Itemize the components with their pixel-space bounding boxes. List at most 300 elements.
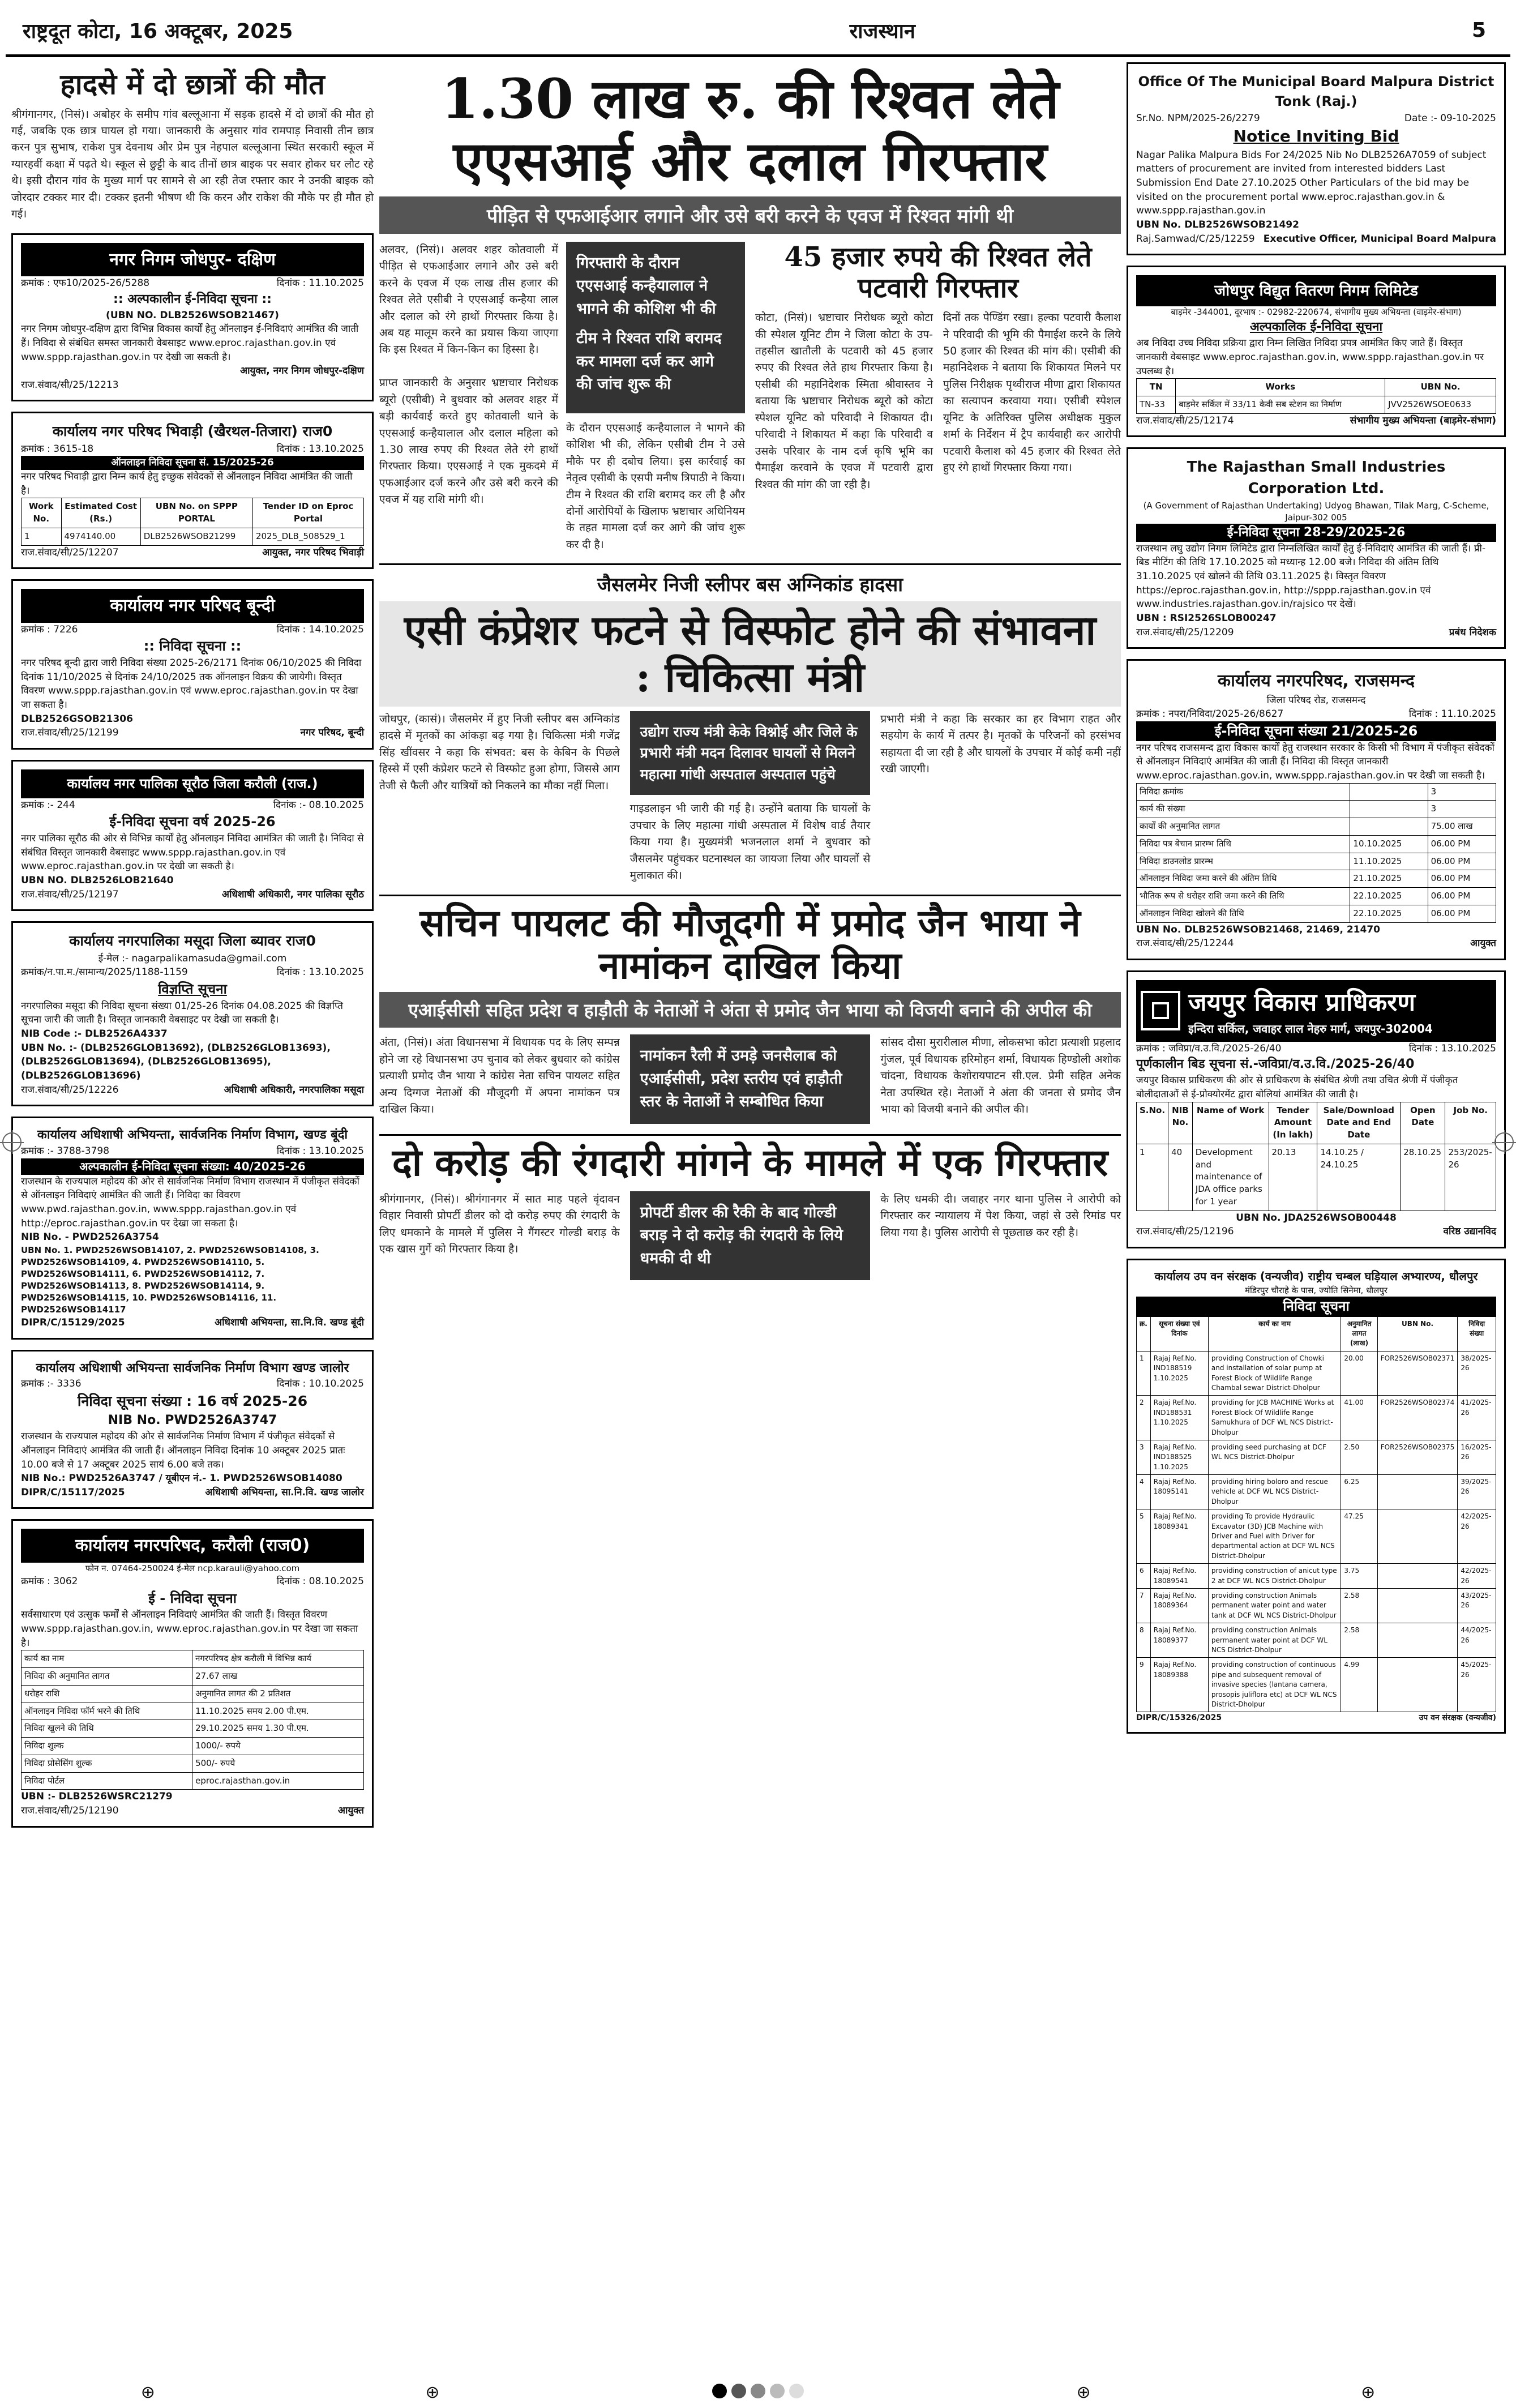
ubn: UBN NO. DLB2526LOB21640 [21,875,174,887]
cell: 11.10.2025 [1350,853,1428,870]
cell: 39/2025-26 [1458,1475,1496,1509]
subtitle: ऑनलाइन निविदा सूचना सं. 15/2025-26 [21,456,364,470]
cell: providing To provide Hydraulic Excavator (3D) JCB Machine with Driver and Fuel with Driver for departmental action at DCF WL NCS District-Dholpur [1208,1509,1341,1564]
body: सर्वसाधारण एवं उत्सुक फर्मों से ऑनलाइन निविदाएं आमंत्रित की जाती हैं। विस्तृत विवरण www.sppp.rajasthan.gov.in, www.eproc.rajasthan.gov.in पर देखा जा सकता है। [21,1609,358,1649]
table-row [1137,1475,1496,1509]
table-row [1137,1589,1496,1623]
news-student-accident [11,62,374,223]
ref: क्रमांक :- 244 [21,799,75,811]
table-row [1137,1351,1496,1396]
cell: providing Construction of Chowki and installation of solar pump at Forest Block of Wildlife Range Chambal sewar District-Dholpur [1208,1351,1341,1396]
pull-item: टीम ने रिश्वत राशि बरामद कर मामला दर्ज कर आगे की जांच शुरू की [576,330,722,394]
body: राजस्थान के राज्यपाल महोदय की ओर से सार्वजनिक निर्माण विभाग में पंजीकृत संवेदकों से ऑनलाइन निविदाएं आमंत्रित की जाती हैं। ऑनलाइन निविदा दिनांक 10 अक्टूबर 2025 प्रातः 10.00 बजे से 17 अक्टूबर 2025 सायं 6.00 बजे तक। [21,1431,345,1470]
cell: कार्य का नाम [22,1650,192,1668]
cell: 6 [1137,1564,1151,1589]
registration-mark-icon [1494,1132,1514,1152]
cell: 06.00 PM [1428,853,1496,870]
tender-table [21,1650,364,1790]
cell: 500/- रुपये [192,1755,364,1772]
article-body-2: गाइडलाइन भी जारी की गई है। उन्होंने बताया कि घायलों के उपचार के लिए महात्मा गांधी अस्पताल में विशेष वार्ड तैयार किया गया है। मुख्यमंत्री भजनलाल शर्मा ने बुधवार को जैसलमेर पहुंचकर घटनास्थल का जायजा लिया और घायलों से मुलाकात की। [629,802,871,882]
address: बाड़मेर -344001, दूरभाष :- 02982-220674, संभागीय मुख्य अभियन्ता (वाड़मेर-संभाग) [1171,307,1462,318]
pullquote: नामांकन रैली में उमड़े जनसैलाब को एआईसीसी, प्रदेश स्तरीय एवं हाड़ौती स्तर के नेताओं ने सम्बोधित किया [630,1034,871,1124]
notice-title: जोधपुर विद्युत वितरण निगम लिमिटेड [1136,275,1496,306]
date: दिनांक :- 08.10.2025 [273,799,364,811]
body: नगर परिषद बून्दी द्वारा जारी निविदा संख्या 2025-26/2171 दिनांक 06/10/2025 की निविदा दिनांक 11/10/2025 से दिनांक 24/10/2025 तक ऑनलाइन विक्रय की जायेगी। विस्तृत विवरण www.sppp.rajasthan.gov.in एवं www.eproc.rajasthan.gov.in पर देखा जा सकता है। [21,657,362,711]
cell: providing construction Animals permanent water point at DCF WL NCS District-Dholpur [1208,1623,1341,1658]
cell: 06.00 PM [1428,888,1496,905]
notice-karauli [11,1519,374,1827]
subtitle: :: अल्पकालीन ई-निविदा सूचना :: [113,292,272,306]
ubn: UBN No. 1. PWD2526WSOB14107, 2. PWD2526WSOB14108, 3. PWD2526WSOB14109, 4. PWD2526WSOB14110, 5. PWD2526WSOB14111, 6. PWD2526WSOB14112, 7. PWD2526WSOB14113, 8. PWD2526WSOB14114, 9. PWD2526WSOB14115, 10. PWD2526WSOB14116, 11. PWD2526WSOB14117 [21,1244,319,1315]
table-row [1137,870,1496,888]
notice-title: The Rajasthan Small Industries Corporation Ltd. [1187,459,1446,498]
table-row [1137,1564,1496,1589]
cell [1350,801,1428,818]
footer-marks [6,2381,1510,2403]
cell: 3 [1137,1440,1151,1474]
table-row [1137,905,1496,922]
date: दिनांक : 14.10.2025 [276,623,364,635]
table-row [1137,853,1496,870]
news-sachin-pilot [379,895,1121,1124]
col: Works [1176,379,1385,396]
table-row [1137,818,1496,836]
cell: 3 [1428,783,1496,801]
cell: 20.00 [1341,1351,1377,1396]
color-bar [710,2384,806,2401]
signatory: प्रबंध निदेशक [1449,626,1496,638]
cell: JVV2526WSOE0633 [1385,396,1496,414]
notice-rsic [1127,447,1506,649]
cell [1350,818,1428,836]
cell: निविदा प्रोसेसिंग शुल्क [22,1755,192,1772]
cell: 29.10.2025 समय 1.30 पी.एम. [192,1720,364,1738]
ubn: UBN No. :- (DLB2526GLOB13692), (DLB2526GLOB13693), (DLB2526GLOB13694), (DLB2526GLOB13695), (DLB2526GLOB13696) [21,1042,331,1081]
col: Open Date [1401,1102,1445,1144]
signatory: नगर परिषद, बून्दी [300,727,364,739]
lead-pullquote [566,242,745,413]
raj-code: DIPR/C/15129/2025 [21,1316,125,1328]
header-page-number: 5 [1472,18,1487,42]
table-row [22,1668,364,1686]
cell: 41.00 [1341,1396,1377,1440]
cell: Rajaj Ref.No. 18089388 [1150,1658,1208,1712]
cell: Rajaj Ref.No. 18089341 [1150,1509,1208,1564]
raj-code: राज.संवाद/सी/25/12209 [1136,626,1234,638]
cell: 2025_DLB_508529_1 [252,528,363,545]
cell: निविदा पोर्टल [22,1772,192,1790]
body: Nagar Palika Malpura Bids For 24/2025 Nib No DLB2526A7059 of subject matters of procurement are invited from interested bidders Last Submission End Date 27.10.2025 Other Particulars of the bid may be visited on the procurement portal www.eproc.rajasthan.gov.in & www.sppp.rajasthan.gov.in [1136,149,1487,217]
ubn: (UBN NO. DLB2526WSOB21467) [106,309,279,321]
body: नगर परिषद राजसमन्द द्वारा विकास कार्यों हेतु राजस्थान सरकार के किसी भी विभाग में पंजीकृत संवेदकों से ऑनलाइन निविदाएं आमंत्रित की जाती हैं। निविदा की विस्तृत जानकारी www.eproc.rajasthan.gov.in, www.sppp.rajasthan.gov.in पर देखी जा सकती है। [1136,742,1494,782]
cell [1350,783,1428,801]
date: दिनांक : 13.10.2025 [276,966,364,978]
subtitle: अल्पकालिक ई-निविदा सूचना [1249,320,1383,335]
raj-code: राज.संवाद/सी/25/12174 [1136,414,1234,426]
crosshair-icon: ⊕ [1076,2382,1091,2402]
header-rule [6,54,1510,57]
table-row [22,1650,364,1668]
crosshair-icon: ⊕ [1361,2382,1376,2402]
ubn: UBN No. DLB2526WSOB21468, 21469, 21470 [1136,923,1380,935]
notice-title: नगर निगम जोधपुर- दक्षिण [21,243,364,277]
cell: 5 [1137,1509,1151,1564]
cell: providing seed purchasing at DCF WL NCS District-Dholpur [1208,1440,1341,1474]
para: अलवर, (निसं)। अलवर शहर कोतवाली में पीड़ित से एफआईआर लगाने और उसे बरी करने के एवज में एक लाख तीस हजार की रिश्वत लेते एसीबी ने एएसआई कन्हैया लाल और दलाल को रंगे हाथों गिरफ्तार किया है। अब यह मालूम करने का प्रयास किया जाएगा कि इस रिश्वत में किन-किन का हिस्सा है। [379,243,558,356]
lead-subhead: पीड़ित से एफआईआर लगाने और उसे बरी करने के एवज में रिश्वत मांगी थी [379,196,1121,234]
subline: जिला परिषद रोड, राजसमन्द [1266,694,1366,706]
raj-code: राज.संवाद/सी/25/12197 [21,888,119,900]
cell: FOR2526WSOB02374 [1377,1396,1458,1440]
cell: 40 [1168,1144,1193,1211]
cell: 1000/- रुपये [192,1738,364,1755]
table-row [22,1772,364,1790]
cell: Rajaj Ref.No. 18089364 [1150,1589,1208,1623]
table-row [1137,1658,1496,1712]
notice-pwd-bundi [11,1117,374,1339]
notice-title: कार्यालय अधिशाषी अभियन्ता, सार्वजनिक निर्माण विभाग, खण्ड बूंदी [37,1128,348,1143]
signatory: उप वन संरक्षक (वन्यजीव) [1419,1713,1496,1723]
subtitle: निविदा सूचना [1136,1297,1496,1316]
cell: 4 [1137,1475,1151,1509]
body: नगर पालिका सूरौठ की ओर से विभिन्न कार्यों हेतु ऑनलाइन निविदा आमंत्रित की जाती है। निविदा से संबंधित विस्तृत जानकारी वेबसाइट www.sppp.rajasthan.gov.in एवं www.eproc.rajasthan.gov.in पर देखी जा सकती है। [21,833,364,872]
ref: क्रमांक : 3615-18 [21,443,94,455]
raj-code: राज.संवाद/सी/25/12226 [21,1084,119,1096]
cell: 1 [1137,1351,1151,1396]
signatory: आयुक्त [1470,938,1496,949]
cell: 45/2025-26 [1458,1658,1496,1712]
cell: 4974140.00 [61,528,140,545]
notice-title: कार्यालय नगर पालिका सूरौठ जिला करौली (राज.) [21,769,364,798]
headline: सचिन पायलट की मौजूदगी में प्रमोद जैन भाया ने नामांकन दाखिल किया [419,900,1081,988]
cell: कार्यों की अनुमानित लागत [1137,818,1350,836]
ref: क्रमांक/न.पा.म./सामान्य/2025/1188-1159 [21,966,188,978]
cell: ऑनलाइन निविदा फॉर्म भरने की तिथि [22,1703,192,1720]
subline: (A Government of Rajasthan Undertaking) Udyog Bhawan, Tilak Marg, C-Scheme, Jaipur-302 005 [1143,500,1489,523]
cell: 3.75 [1341,1564,1377,1589]
article-body-2: दिनों तक पेण्डिंग रखा। हल्का पटवारी कैलाश ने परिवादी की भूमि की पैमाईश करने के लिये 50 हजार की रिश्वत की मांग की। एसीबी की महानिदेशक ने बताया कि शिकायत मिलने पर पुलिस निरीक्षक पृथ्वीराज मीणा द्वारा शिकायत का सत्यापन करवाया गया। एसीबी स्पेशल यूनिट के अतिरिक्त पुलिस अधीक्षक मुकुल शर्मा के निर्देशन में ट्रैप कार्यवाही कर आरोपी पटवारी कैलाश को 45 हजार की रिश्वत लेते हुए रंगे हाथों गिरफ्तार किया गया। [943,311,1121,474]
date: दिनांक : 11.10.2025 [1408,708,1496,720]
article-body: श्रीगंगानगर, (निसं)। अबोहर के समीप गांव बल्लूआना में सड़क हादसे में दो छात्रों की मौत हो गई, जबकि एक छात्र घायल हो गया। जानकारी के अनुसार गांव रामपाड़ निवासी तीन छात्र करन पुत्र सुभाष, राकेश पुत्र देवनाथ और प्रेम पुत्र नेहपाल बल्लूआना स्थित सरकारी स्कूल में ग्यारहवीं कक्षा में पढ़ते थे। स्कूल से छुट्टी के बाद तीनों छात्र बाइक पर सवार होकर घर लौट रहे थे। इसी दौरान गांव के मुख्य मार्ग पर सामने से आ रही तेज रफ्तार कार ने उनकी बाइक को जोरदार टक्कर मार दी। टक्कर इतनी भीषण थी कि करन और राकेश की मौके पर ही मौत हो गई। [11,108,374,221]
notice-title: कार्यालय नगरपरिषद, करौली (राज0) [21,1529,364,1563]
cell: providing hiring boloro and rescue vehicle at DCF WL NCS District-Dholpur [1208,1475,1341,1509]
cell: 7 [1137,1589,1151,1623]
cell: 06.00 PM [1428,905,1496,922]
signatory: आयुक्त, नगर परिषद भिवाड़ी [262,546,364,558]
ref: Sr.No. NPM/2025-26/2279 [1136,112,1260,124]
crosshair-icon: ⊕ [140,2382,155,2402]
col: Tender ID on Eproc Portal [252,498,363,528]
cell: TN-33 [1137,396,1176,414]
col: Name of Work [1192,1102,1269,1144]
notice-discom [1127,266,1506,437]
subtitle: ई - निविदा सूचना [148,1590,237,1606]
date: दिनांक : 13.10.2025 [276,1145,364,1157]
kicker: जैसलमेर निजी स्लीपर बस अग्निकांड हादसा [597,574,903,597]
article-body: कोटा, (निसं)। भ्रष्टाचार निरोधक ब्यूरो कोटा की स्पेशल यूनिट टीम ने जिला कोटा के उप-तहसील खातौली के पटवारी को 45 हजार रुपए की रिश्वत लेते हाथ गिरफ्तार किया है। एसीबी की महानिदेशक स्मिता श्रीवास्तव ने बताया कि भ्रष्टाचार निरोधक ब्यूरो को कोटा स्पेशल यूनिट को परिवादी ने शिकायत दी। परिवादी ने शिकायत में कहा कि परिवादी व उसके परिवार के नाम दर्ज कृषि भूमि का पैमाईश करवाने के एवज में पटवारी द्वारा रिश्वत की मांग की जा रही है। [755,311,933,491]
notice-pwd-jalore [11,1350,374,1509]
article-body: अंता, (निसं)। अंता विधानसभा में विधायक पद के लिए सम्पन्न होने जा रहे विधानसभा उप चुनाव को लेकर बुधवार को कांग्रेस प्रत्याशी प्रमोद जैन भाया ने कांग्रेस नेता सचिन पायलट सहित अन्य दिग्गज नेताओं की मौजूदगी में अपना नामांकन पत्र दाखिल किया। [379,1036,620,1116]
col: Job No. [1445,1102,1496,1144]
crosshair-icon: ⊕ [425,2382,440,2402]
pull-item: गिरफ्तारी के दौरान एएसआई कन्हैयालाल ने भागने की कोशिश भी की [576,254,716,318]
cell: 253/2025-26 [1445,1144,1496,1211]
cell: providing for JCB MACHINE Works at Forest Block Of Wildlife Range Samukhura of DCF WL NCS District-Dholpur [1208,1396,1341,1440]
table-row [1137,1396,1496,1440]
cell: भौतिक रूप से धरोहर राशि जमा करने की तिथि [1137,888,1350,905]
lead-body-3: के दौरान एएसआई कन्हैयालाल ने भागने की कोशिश भी की, लेकिन एसीबी टीम ने उसे मौके पर ही दबोच लिया। इस कार्रवाई का नेतृत्व एसीबी के एसपी मनीष त्रिपाठी ने किया। टीम ने रिश्वत की राशि बरामद कर ली है और दोनों आरोपियों के खिलाफ भ्रष्टाचार अधिनियम के तहत मामला दर्ज कर आगे की जांच शुरू कर दी है। [566,421,745,551]
raj-code: राज.संवाद/सी/25/12244 [1136,938,1234,949]
table-row [1137,801,1496,818]
col: कार्य का नाम [1208,1316,1341,1351]
signatory: अधिशाषी अधिकारी, नगर पालिका सूरौठ [222,888,364,900]
ubn: DLB2526GSOB21306 [21,713,133,725]
article-body-3: प्रभारी मंत्री ने कहा कि सरकार का हर विभाग राहत और सहयोग के कार्य में तत्पर है। मृतकों के परिजनों को हरसंभव सहायता दी जा रही है और घायलों के उपचार में कोई कमी नहीं रखी जाएगी। [880,712,1121,776]
header-section: राजस्थान [849,19,915,43]
cell: Rajaj Ref.No. 18095141 [1150,1475,1208,1509]
notice-bundi [11,579,374,750]
cell: providing construction of anicut type 2 at DCF WL NCS District-Dholpur [1208,1564,1341,1589]
raj-code: राज.संवाद/सी/25/12196 [1136,1226,1234,1238]
cell: निविदा क्रमांक [1137,783,1350,801]
cell: 9 [1137,1658,1151,1712]
ref: क्रमांक : 7226 [21,623,78,635]
notice-malpura [1127,62,1506,255]
body: राजस्थान के राज्यपाल महोदय की ओर से सार्वजनिक निर्माण विभाग राजस्थान में पंजीकृत संवेदकों से ऑनलाइन निविदाएं आमंत्रित की जाती हैं। निविदा का विवरण www.pwd.rajasthan.gov.in, www.sppp.rajasthan.gov.in एवं http://eproc.rajasthan.gov.in पर देखा जा सकता है। [21,1175,359,1229]
cell: 2.58 [1341,1623,1377,1658]
table-row [22,1685,364,1703]
header-dateline: राष्ट्रदूत कोटा, 16 अक्टूबर, 2025 [23,19,293,43]
jda-banner [1136,980,1496,1042]
cell: eproc.rajasthan.gov.in [192,1772,364,1790]
cell: 2 [1137,1396,1151,1440]
cell: 44/2025-26 [1458,1623,1496,1658]
tender-table [1136,783,1496,923]
cell: 38/2025-26 [1458,1351,1496,1396]
registration-mark-icon [2,1132,22,1152]
date: दिनांक : 08.10.2025 [276,1575,364,1587]
cell: Rajaj Ref.No. IND188531 1.10.2025 [1150,1396,1208,1440]
notice-masuda [11,921,374,1106]
col: TN [1137,379,1176,396]
cell: 8 [1137,1623,1151,1658]
news-patwari [755,242,1121,554]
news-bus-fire [379,563,1121,884]
cell: 2.50 [1341,1440,1377,1474]
right-column [1127,62,1506,1744]
notice-bhiwadi [11,412,374,569]
headline: हादसे में दो छात्रों की मौत [60,67,325,101]
date: दिनांक : 13.10.2025 [1408,1042,1496,1054]
cell: 28.10.25 [1401,1144,1445,1211]
cell: 14.10.25 / 24.10.25 [1317,1144,1401,1211]
notice-title: कार्यालय नगर परिषद भिवाड़ी (खैरथल-तिजारा) राज0 [52,423,333,440]
tender-table [1136,1102,1496,1211]
subtitle: ई-निविदा सूचना 28-29/2025-26 [1136,524,1496,542]
cell: FOR2526WSOB02371 [1377,1351,1458,1396]
article-body: जोधपुर, (कासं)। जैसलमेर में हुए निजी स्लीपर बस अग्निकांड हादसे में मृतकों का आंकड़ा बढ़ गया है। चिकित्सा मंत्री गजेंद्र सिंह खींवसर ने कहा कि संभवत: बस के केबिन के पिछले हिस्से में एसी कंप्रेशर फटने से विस्फोट हुआ होगा, जिससे आग तेजी से फैली और यात्रियों को निकलने का मौका नहीं मिला। [379,712,620,792]
table-row [22,1720,364,1738]
signatory: वरिष्ठ उद्यानविद [1443,1226,1496,1238]
notice-forest [1127,1259,1506,1734]
signatory: आयुक्त [337,1804,364,1816]
cell: 6.25 [1341,1475,1377,1509]
cell: 20.13 [1269,1144,1317,1211]
col: क्र. [1137,1316,1151,1351]
cell: 1 [22,528,62,545]
nib: NIB No. PWD2526A3747 [108,1413,277,1428]
tender-table [1136,378,1496,414]
cell: FOR2526WSOB02375 [1377,1440,1458,1474]
cell: अनुमानित लागत की 2 प्रतिशत [192,1685,364,1703]
signatory: अधिशाषी अधिकारी, नगरपालिका मसूदा [224,1084,364,1096]
col: Estimated Cost (Rs.) [61,498,140,528]
cell: 75.00 लाख [1428,818,1496,836]
signatory: आयुक्त, नगर निगम जोधपुर-दक्षिण [240,365,364,377]
table-row [22,1703,364,1720]
ref: क्रमांक : जविप्रा/व.उ.वि./2025-26/40 [1136,1042,1282,1054]
cell: 2.58 [1341,1589,1377,1623]
article-body-2: सांसद दौसा मुरारीलाल मीणा, लोकसभा कोटा प्रत्याशी प्रहलाद गुंजल, पूर्व विधायक हरिमोहन शर्मा, विधायक हिण्डोली अशोक चांदना, विधायक केशोरायपाटन सी.एल. प्रेमी सहित अनेक नेता उपस्थित रहे। नेताओं ने अंता की जनता से प्रमोद जैन भाया को विजयी बनाने की अपील की। [880,1036,1121,1116]
subtitle: निविदा सूचना संख्या : 16 वर्ष 2025-26 [77,1393,308,1410]
cell: 4.99 [1341,1658,1377,1712]
notice-title: कार्यालय नगरपरिषद, राजसमन्द [1218,671,1415,691]
raj-code: राज.संवाद/सी/25/12213 [21,379,119,391]
article-body: श्रीगंगानगर, (निसं)। श्रीगंगानगर में सात माह पहले वृंदावन विहार निवासी प्रोपर्टी डीलर को दो करोड़ रुपए की रंगदारी के लिए धमकाने के मामले में पुलिस ने गैंगस्टर गोल्डी बराड़ के एक खास गुर्गे को गिरफ्तार किया है। [379,1192,620,1256]
ref: क्रमांक : नपरा/निविदा/2025-26/8627 [1136,708,1284,720]
col: सूचना संख्या एवं दिनांक [1150,1316,1208,1351]
raj-code: Raj.Samwad/C/25/12259 [1136,233,1255,245]
pullquote: उद्योग राज्य मंत्री केके विश्नोई और जिले के प्रभारी मंत्री मदन दिलावर घायलों से मिलने महात्मा गांधी अस्पताल अस्पताल पहुंचे [630,711,871,795]
tender-table [1136,1316,1496,1713]
left-column [11,62,374,1838]
cell: बाड़मेर सर्किल में 33/11 केवी सब स्टेशन का निर्माण [1176,396,1385,414]
cell: नगरपरिषद क्षेत्र करौली में विभिन्न कार्य [192,1650,364,1668]
col: Sale/Download Date and End Date [1317,1102,1401,1144]
body: जयपुर विकास प्राधिकरण की ओर से प्राधिकरण के संबंधित श्रेणी तथा उचित श्रेणी में पंजीकृत बोलीदाताओं से ई-प्रोक्योरमेंट द्वारा बोलियां आमंत्रित की जाती है। [1136,1075,1458,1100]
col: S.No. [1137,1102,1168,1144]
notice-title: कार्यालय नगरपालिका मसूदा जिला ब्यावर राज0 [69,933,316,949]
ubn: UBN : RSI2526SLOB00247 [1136,612,1277,624]
notice-suroth [11,760,374,911]
raj-code: DIPR/C/15117/2025 [21,1486,125,1498]
cell: 27.67 लाख [192,1668,364,1686]
cell: निविदा की अनुमानित लागत [22,1668,192,1686]
ubn: UBN No. DLB2526WSOB21492 [1136,219,1299,231]
subtitle: ई-निविदा सूचना संख्या 21/2025-26 [1136,721,1496,741]
email: ई-मेल :- nagarpalikamasuda@gmail.com [98,952,287,964]
notice-title: कार्यालय नगर परिषद बून्दी [21,589,364,623]
cell: निविदा खुलने की तिथि [22,1720,192,1738]
signatory: Executive Officer, Municipal Board Malpura [1263,233,1496,245]
cell: ऑनलाइन निविदा जमा करने की अंतिम तिथि [1137,870,1350,888]
nib: NIB No. - PWD2526A3754 [21,1231,159,1243]
subhead: एआईसीसी सहित प्रदेश व हाड़ौती के नेताओं ने अंता से प्रमोद जैन भाया को विजयी बनाने की अपील की [379,992,1121,1028]
jda-logo-icon [1141,991,1180,1030]
table-row [1137,783,1496,801]
para: प्राप्त जानकारी के अनुसार भ्रष्टाचार निरोधक ब्यूरो (एसीबी) ने बुधवार को अलवर शहर में बड़ी कार्यवाई करते हुए कोतवाली थाने के एएसआई कन्हैयालाल और दलाल महिला को 1.30 लाख रुपए की रिश्वत लेते रंगे हाथों गिरफ्तार किया। एएसआई ने एक मुकदमे में एफआईआर दर्ज करने और उसे बरी करने की एवज में यह राशि मांगी थी। [379,377,558,506]
cell: Rajaj Ref.No. IND188519 1.10.2025 [1150,1351,1208,1396]
raj-code: राज.संवाद/सी/25/12199 [21,727,119,739]
col: Work No. [22,498,62,528]
col: UBN No. [1385,379,1496,396]
col: NIB No. [1168,1102,1193,1144]
body: नगरपालिका मसूदा की निविदा सूचना संख्या 01/25-26 दिनांक 04.08.2025 की विज्ञप्ति सूचना जारी की जाती है। विस्तृत जानकारी वेबसाइट पर देखी जा सकती है। [21,1000,343,1026]
cell: DLB2526WSOB21299 [140,528,252,545]
body: राजस्थान लघु उद्योग निगम लिमिटेड द्वारा निम्नलिखित कार्यों हेतु ई-निविदाएं आमंत्रित की जाती हैं। प्री-बिड मीटिंग की तिथि 17.10.2025 को मध्यान्ह 12.00 बजे। निविदा की अंतिम तिथि 31.10.2025 एवं खोलने की तिथि 03.11.2025 है। विस्तृत विवरण https://eproc.rajasthan.gov.in, http://sppp.rajasthan.gov.in एवं www.industries.rajasthan.gov.in/rajsico पर देखें। [1136,542,1486,610]
headline: एसी कंप्रेशर फटने से विस्फोट होने की संभावना : चिकित्सा मंत्री [379,601,1121,707]
cell: 22.10.2025 [1350,888,1428,905]
col: UBN No. on SPPP PORTAL [140,498,252,528]
raj-code: राज.संवाद/सी/25/12207 [21,546,119,558]
subtitle: अल्पकालीन ई-निविदा सूचना संख्या: 40/2025-26 [21,1158,364,1175]
cell: 41/2025-26 [1458,1396,1496,1440]
subline: मंडिरपुर चौराहे के पास, ज्योति सिनेमा, धौलपुर [1244,1285,1388,1295]
body: अब निविदा उच्च निविदा प्रक्रिया द्वारा निम्न लिखित निविदा प्रपत्र आमंत्रित किए जाते हैं। विस्तृत जानकारी वेबसाइट www.eproc.rajasthan.gov.in, www.sppp.rajasthan.gov.in पर उपलब्ध है। [1136,337,1484,377]
subtitle: विज्ञप्ति सूचना [158,981,227,997]
pullquote: प्रोपर्टी डीलर की रैकी के बाद गोल्डी बराड़ ने दो करोड़ की रंगदारी के लिये धमकी दी थी [630,1191,871,1281]
cell: Development and maintenance of JDA office parks for 1 year [1192,1144,1269,1211]
lead-body-1 [379,242,558,554]
ref: क्रमांक : 3062 [21,1575,78,1587]
table-row [1137,1509,1496,1564]
headline: 45 हजार रुपये की रिश्वत लेते पटवारी गिरफ्तार [784,241,1092,304]
page-header [23,10,1494,50]
article-body-2: के लिए धमकी दी। जवाहर नगर थाना पुलिस ने आरोपी को गिरफ्तार कर न्यायालय में पेश किया, जहां से उसे रिमांड पर लिया गया है। पुलिस आरोपी से पूछताछ कर रही है। [880,1192,1121,1239]
cell: 47.25 [1341,1509,1377,1564]
cell: 43/2025-26 [1458,1589,1496,1623]
cell: providing construction Animals permanent water point and water tank at DCF WL NCS District-Dholpur [1208,1589,1341,1623]
cell: 1 [1137,1144,1168,1211]
signatory: संभागीय मुख्य अभियन्ता (बाड़मेर-संभाग) [1350,414,1496,426]
ref: क्रमांक : एफ10/2025-26/5288 [21,277,150,289]
cell: 10.10.2025 [1350,835,1428,853]
cell: 21.10.2025 [1350,870,1428,888]
col: निविदा संख्या [1458,1316,1496,1351]
address: इन्दिरा सर्किल, जवाहर लाल नेहरु मार्ग, जयपुर-302004 [1188,1021,1433,1036]
notice-title: कार्यालय उप वन संरक्षक (वन्यजीव) राष्ट्रीय चम्बल घड़ियाल अभ्यारण्य, धौलपुर [1154,1269,1478,1283]
news-rangdari [379,1134,1121,1280]
cell: निविदा पत्र बेचान प्रारम्भ तिथि [1137,835,1350,853]
ubn: NIB No.: PWD2526A3747 / यूबीएन नं.- 1. PWD2526WSOB14080 [21,1473,342,1485]
subtitle: :: निविदा सूचना :: [143,638,242,655]
headline: दो करोड़ की रंगदारी मांगने के मामले में एक गिरफ्तार [392,1140,1108,1184]
cell: Rajaj Ref.No. 18089541 [1150,1564,1208,1589]
notice-title: जयपुर विकास प्राधिकरण [1188,987,1416,1017]
notice-jda [1127,970,1506,1248]
cell: 06.00 PM [1428,870,1496,888]
subtitle: ई-निविदा सूचना वर्ष 2025-26 [109,814,276,830]
ubn: UBN :- DLB2526WSRC21279 [21,1791,173,1803]
cell: 06.00 PM [1428,835,1496,853]
cell: धरोहर राशि [22,1685,192,1703]
body: नगर निगम जोधपुर-दक्षिण द्वारा विभिन्न विकास कार्यों हेतु ऑनलाइन ई-निविदाएं आमंत्रित की जाती हैं। निविदा से संबंधित समस्त जानकारी वेबसाइट www.eproc.rajasthan.gov.in एवं www.sppp.rajasthan.gov.in पर देखी जा सकती है। [21,323,359,363]
notice-title: Office Of The Municipal Board Malpura District Tonk (Raj.) [1138,74,1494,109]
table-row [22,1738,364,1755]
middle-column [379,62,1121,1280]
ref: क्रमांक :- 3788-3798 [21,1145,110,1157]
subtitle: Notice Inviting Bid [1233,127,1399,146]
date: दिनांक : 11.10.2025 [276,277,364,289]
raj-code: DIPR/C/15326/2025 [1136,1713,1222,1723]
cell: कार्य की संख्या [1137,801,1350,818]
cell: 42/2025-26 [1458,1509,1496,1564]
signatory: अधिशाषी अभियन्ता, सा.नि.वि. खण्ड बूंदी [215,1316,364,1328]
table-row [22,1755,364,1772]
subtitle: पूर्णकालीन बिड सूचना सं.-जविप्रा/व.उ.वि./2025-26/40 [1136,1057,1415,1072]
cell: निविदा डाउनलोड प्रारम्भ [1137,853,1350,870]
lead-headline: 1.30 लाख रु. की रिश्वत लेते एएसआई और दलाल गिरफ्तार [441,67,1059,194]
